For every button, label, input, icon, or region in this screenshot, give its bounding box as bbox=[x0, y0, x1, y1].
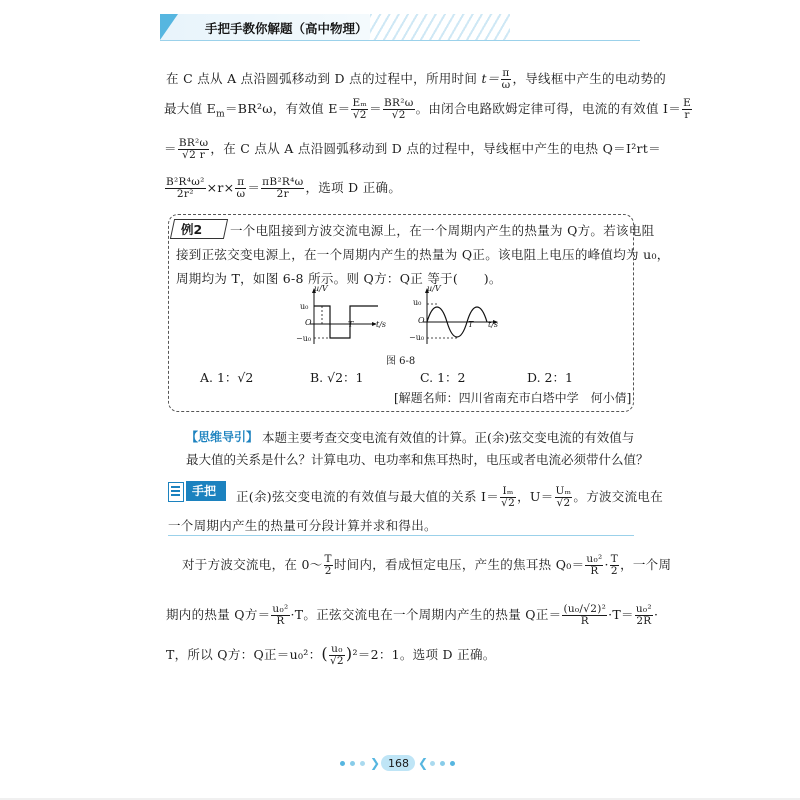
guide-text-line-1: 正(余)弦交变电流的有效值与最大值的关系 I＝ $\frac{\text{Iₘ}}{√2}$ ，U＝ $\frac{\text{Uₘ}}{√2}$ 。方波交流电在 bbox=[236, 485, 663, 509]
choice-c: C. 1：2 bbox=[420, 370, 466, 385]
footer-dot bbox=[340, 761, 345, 766]
solution-line-1: 对于方波交流电，在 0～ $\frac{T}{2}$ 时间内，看成恒定电压，产生的焦耳热 Q₀＝ $\frac{\text{u₀²}}{R}$ · $\frac{T}{2}$ ，一个周 bbox=[182, 553, 672, 577]
square-wave-line bbox=[314, 306, 378, 338]
square-wave-neg-u0-label: −u₀ bbox=[296, 334, 312, 343]
square-wave-period-label: T bbox=[348, 320, 354, 329]
prev-solution-line-2: 最大值 $E_m=BR^2\omega$，有效值 E＝ $\frac{\text{Eₘ}}{√2}$ ＝ $\frac{\text{BR²ω}}{√2}$ 。由闭合电路欧姆定律可得，电流的有效值 I＝ $\frac{E}{r}$ bbox=[164, 97, 692, 121]
footer-dot bbox=[430, 761, 435, 766]
sine-wave-u0-label: u₀ bbox=[413, 298, 422, 307]
footer-dot bbox=[350, 761, 355, 766]
footer-dot bbox=[450, 761, 455, 766]
page-number: 168 bbox=[388, 757, 409, 770]
sine-wave-x-label: t/s bbox=[488, 320, 499, 329]
prev-solution-line-1: 在 C 点从 A 点沿圆弧移动到 D 点的过程中，所用时间 t＝ $\frac{\pi}{\omega}$ ，导线框中产生的电动势的 bbox=[166, 67, 667, 91]
example-text-line-2: 接到正弦交变电源上，在一个周期内产生的热量为 Q正。该电阻上电压的峰值均为 u₀， bbox=[176, 247, 670, 262]
example-text-line-1: 一个电阻接到方波交流电源上，在一个周期内产生的热量为 Q方。若该电阻 bbox=[230, 223, 655, 238]
header-rule bbox=[160, 40, 640, 41]
hint-text-line-1: 本题主要考查交变电流有效值的计算。正(余)弦交变电流的有效值与 bbox=[262, 430, 635, 445]
sine-wave-neg-u0-label: −u₀ bbox=[409, 333, 425, 342]
sine-wave-origin: O bbox=[418, 316, 425, 325]
square-wave-origin: O bbox=[305, 318, 312, 327]
example-text-line-3: 周期均为 T，如图 6-8 所示。则 Q方：Q正 等于( )。 bbox=[176, 271, 502, 286]
footer-chevron-left-icon: ❯ bbox=[370, 756, 381, 770]
prev-solution-line-4: $\frac{\text{B²R⁴ω²}}{\text{2r²}}$ ×r× $\frac{\pi}{\omega}$ ＝ $\frac{\text{πB²R⁴ω}}{2r}$ ，选项 D 正确。 bbox=[166, 176, 402, 200]
square-wave-y-label: u/V bbox=[314, 284, 328, 293]
square-wave-u0-label: u₀ bbox=[300, 302, 309, 311]
example-badge-label: 例2 bbox=[181, 222, 203, 237]
prev-solution-line-3: ＝ $\frac{\text{BR²ω}}{√2 r}$ ，在 C 点从 A 点沿圆弧移动到 D 点的过程中，导线框中产生的电热 Q＝I²rt＝ bbox=[164, 137, 661, 161]
sine-wave-y-label: u/V bbox=[427, 284, 441, 293]
figure-caption: 图 6-8 bbox=[386, 356, 416, 367]
footer-chevron-right-icon: ❮ bbox=[418, 756, 429, 770]
source-credit: [解题名师：四川省南充市白塔中学 何小倩] bbox=[394, 391, 632, 405]
header-corner-triangle bbox=[160, 14, 178, 40]
guide-underline bbox=[168, 535, 634, 536]
hint-label: 【思维导引】 bbox=[186, 430, 259, 444]
guide-text-line-2: 一个周期内产生的热量可分段计算并求和得出。 bbox=[168, 518, 437, 533]
choice-a: A. 1：√2 bbox=[200, 370, 254, 385]
footer-dot bbox=[440, 761, 445, 766]
header-stripe-decoration bbox=[370, 14, 510, 40]
solution-line-3: T，所以 Q方：Q正＝u₀²：( $\frac{\text{u₀}}{√2}$ )²＝2：1。选项 D 正确。 bbox=[166, 643, 496, 667]
notebook-icon bbox=[168, 482, 184, 502]
guide-icon-label: 手把手 bbox=[186, 481, 226, 501]
book-title: 手把手教你解题（高中物理） bbox=[205, 21, 368, 36]
sine-wave-period-label: T bbox=[468, 320, 474, 329]
footer-dot bbox=[360, 761, 365, 766]
choice-b: B. √2：1 bbox=[310, 370, 364, 385]
square-wave-x-label: t/s bbox=[376, 320, 387, 329]
guide-icon bbox=[168, 482, 226, 518]
solution-line-2: 期内的热量 Q方＝ $\frac{\text{u₀²}}{R}$ ·T。正弦交流电在一个周期内产生的热量 Q正＝ $\frac{\text{(u₀/√2)²}}{R}$ ·T＝ $\frac{\text{u₀²}}{2R}$ · bbox=[166, 603, 659, 627]
choice-d: D. 2：1 bbox=[527, 370, 573, 385]
hint-text-line-2: 最大值的关系是什么？计算电功、电功率和焦耳热时，电压或者电流必须带什么值？ bbox=[186, 452, 649, 467]
